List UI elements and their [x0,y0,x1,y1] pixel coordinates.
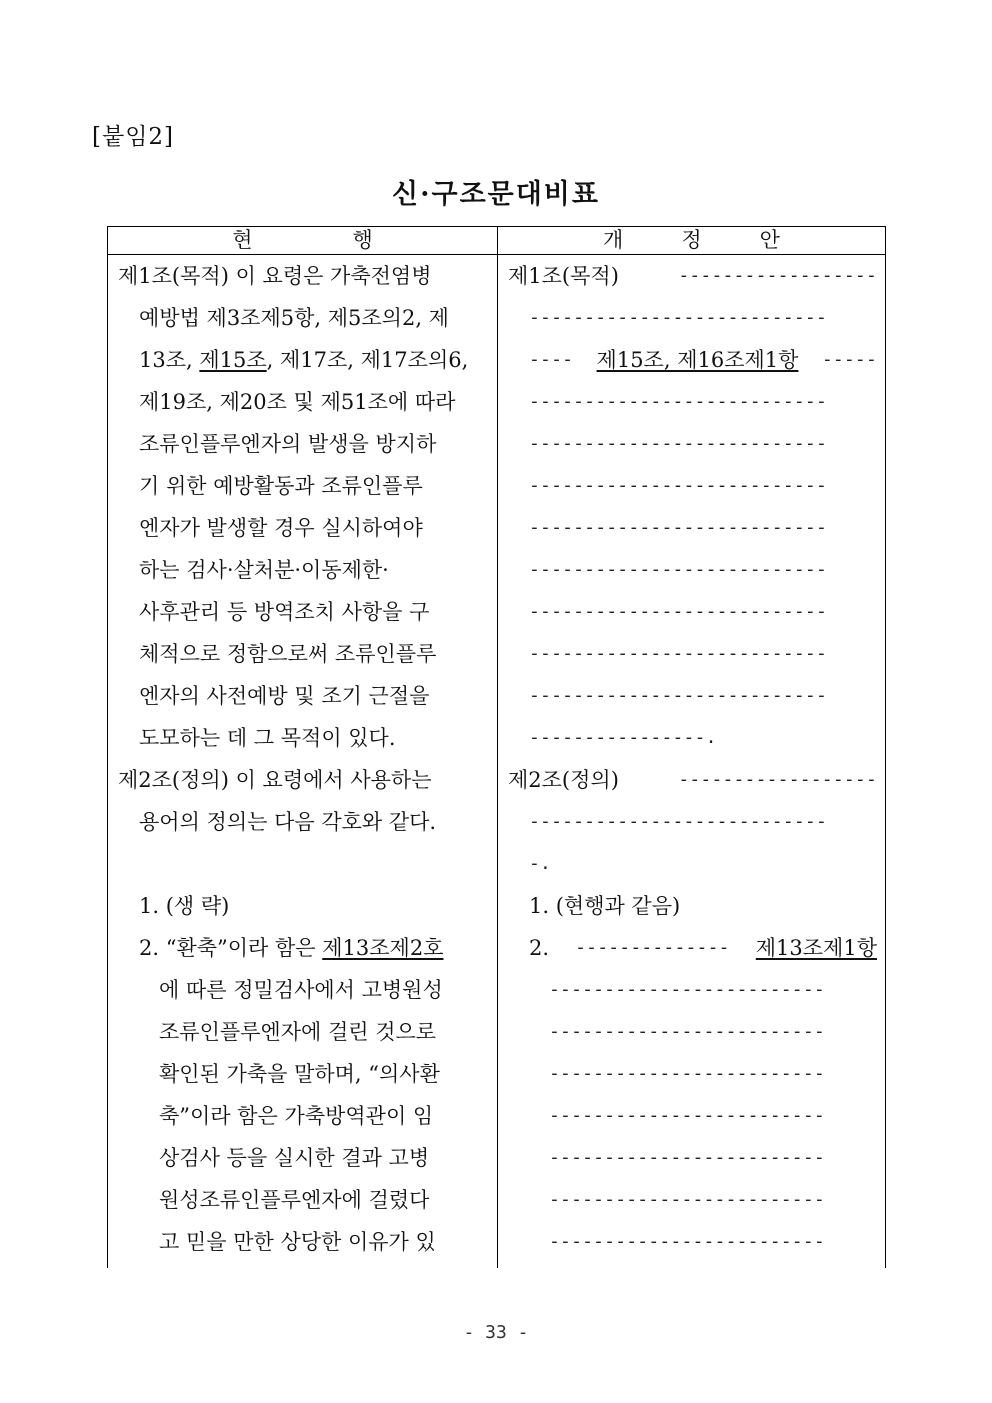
current-line: 사후관리 등 방역조치 사항을 구 [139,600,430,624]
page-title: 신·구조문대비표 [392,179,600,210]
current-line: 예방법 제3조제5항, 제5조의2, 제 [139,306,449,330]
dash-filler: ----- [821,349,877,370]
revised-line [529,297,877,339]
revised-line [549,1179,877,1221]
underlined-text: 제13조제1항 [755,936,877,960]
revised-line [508,255,877,297]
revised-line-underlined [529,339,877,381]
header-current [108,227,498,255]
page-number: - 33 - [463,1322,529,1343]
revised-line [529,549,877,591]
dash-filler: --------------------------- [529,643,827,664]
revised-line [549,1011,877,1053]
dash-filler: --------------------------- [529,391,827,412]
revised-label: 제2조(정의) [508,768,619,792]
comparison-table [107,226,886,1268]
current-line: 기 위한 예방활동과 조류인플루 [139,474,423,498]
revised-line [549,1053,877,1095]
current-line: 에 따른 정밀검사에서 고병원성 [159,978,443,1002]
dash-filler: ------------------ [678,769,877,790]
dash-filler: ------------------------- [549,1189,825,1210]
revised-line [529,843,877,885]
dash-filler: --------------------------- [529,811,827,832]
revised-label: 2. [529,936,550,960]
header-current-char: 행 [352,228,373,252]
current-line: 축”이라 함은 가축방역관이 임 [159,1104,434,1128]
dash-filler: ------------------------- [549,1105,825,1126]
dash-filler: ----------------. [529,727,717,748]
current-line: 원성조류인플루엔자에 걸렸다 [159,1188,430,1212]
current-line: 용어의 정의는 다음 각호와 같다. [139,810,437,834]
current-line: 하는 검사·살처분·이동제한· [139,558,389,582]
dash-filler: --------------------------- [529,307,827,328]
current-line: 제1조(목적) 이 요령은 가축전염병 [118,264,432,288]
revised-line [508,759,877,801]
current-text: , 제17조, 제17조의6, [266,348,469,372]
header-current-char: 현 [232,228,253,252]
current-line: 도모하는 데 그 목적이 있다. [139,726,396,750]
revised-line [549,1095,877,1137]
current-column [108,255,498,1268]
dash-filler: ---- [529,349,574,370]
header-revised-char: 정 [681,228,702,252]
current-line: 엔자의 사전예방 및 조기 근절을 [139,684,430,708]
revised-line [529,591,877,633]
current-line: 체적으로 정함으로써 조류인플루 [139,642,437,666]
revised-column [498,255,887,1268]
current-line: 조류인플루엔자에 걸린 것으로 [159,1020,437,1044]
dash-filler: --------------------------- [529,475,827,496]
dash-filler: ------------------------- [549,1063,825,1084]
dash-filler: --------------------------- [529,685,827,706]
revised-line [549,969,877,1011]
dash-filler: -. [529,853,552,874]
underlined-text: 제15조, 제16조제1항 [596,348,799,372]
revised-line-underlined [529,927,877,969]
dash-filler: --------------------------- [529,559,827,580]
revised-line [529,381,877,423]
revised-line [529,801,877,843]
current-line: 상검사 등을 실시한 결과 고병 [159,1146,430,1170]
dash-filler: --------------------------- [529,433,827,454]
header-revised-char: 개 [603,228,624,252]
revised-line: 1. (현행과 같음) [529,894,681,918]
revised-line [529,423,877,465]
dash-filler: ------------------ [678,265,877,286]
current-line: 제2조(정의) 이 요령에서 사용하는 [118,768,432,792]
dash-filler: ------------------------- [549,1231,825,1252]
current-line: 고 믿을 만한 상당한 이유가 있 [159,1230,436,1254]
revised-line [529,633,877,675]
revised-line [529,675,877,717]
header-revised-char: 안 [759,228,780,252]
dash-filler: ------------------------- [549,1021,825,1042]
revised-line [529,465,877,507]
revised-label: 제1조(목적) [508,264,619,288]
underlined-text: 제15조 [199,348,267,372]
dash-filler: --------------------------- [529,517,827,538]
current-line: 제19조, 제20조 및 제51조에 따라 [139,390,456,414]
revised-line [549,1137,877,1179]
revised-line [529,717,877,759]
current-line: 확인된 가축을 말하며, “의사환 [159,1062,440,1086]
dash-filler: ------------------------- [549,1147,825,1168]
dash-filler: --------------------------- [529,601,827,622]
current-line: 엔자가 발생할 경우 실시하여야 [139,516,423,540]
attachment-label: [붙임2] [92,124,175,150]
current-line-underlined [139,339,487,381]
current-line: 1. (생 략) [139,894,230,918]
header-revised [497,227,886,255]
dash-filler: ------------------------- [549,979,825,1000]
current-line: 조류인플루엔자의 발생을 방지하 [139,432,437,456]
current-text: 13조, [139,348,200,372]
revised-line [549,1221,877,1263]
underlined-text: 제13조제2호 [322,936,444,960]
dash-filler: -------------- [575,937,730,958]
current-text: 2. “환축”이라 함은 [139,936,323,960]
revised-line [529,507,877,549]
current-line-underlined [139,927,487,969]
